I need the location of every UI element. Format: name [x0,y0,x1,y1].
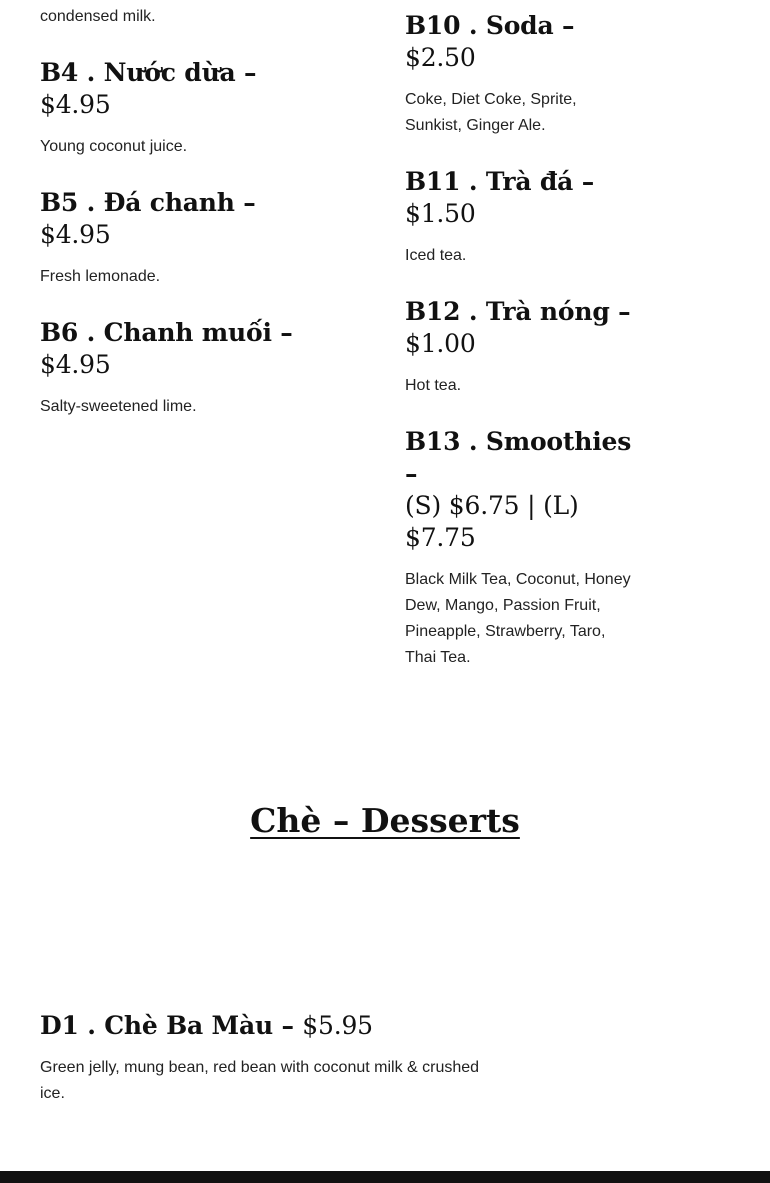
item-price: (S) $6.75 | (L) $7.75 [405,491,579,552]
code-separator: . [78,1011,105,1040]
code-separator: . [460,427,486,456]
item-name: Nước dừa [103,58,236,87]
menu-item-title [40,57,340,121]
price-separator: – [271,318,293,347]
item-name: Đá chanh [103,188,235,217]
menu-item-description: condensed milk. [40,8,156,25]
code-separator: . [460,297,486,326]
item-price: $1.00 [405,329,476,358]
menu-item-description: Coke, Diet Coke, Sprite, Sunkist, Ginger Ale. [405,91,577,134]
menu-item-description: Fresh lemonade. [40,268,161,285]
menu-item-description: Salty-sweetened lime. [40,398,197,415]
menu-item-b6 [40,317,340,420]
item-name: Chanh muối [103,318,272,347]
item-code: B13 [405,427,461,456]
menu-item-b3 [40,0,340,30]
code-separator: . [78,318,104,347]
menu-item-title [40,187,340,251]
menu-item-description: Black Milk Tea, Coconut, Honey Dew, Mango, Passion Fruit, Pineapple, Strawberry, Taro, Thai Tea. [405,571,631,666]
price-separator: – [609,297,631,326]
item-code: B11 [405,167,461,196]
item-price: $4.95 [40,220,111,249]
price-separator: – [405,459,418,488]
item-name: Chè Ba Màu [104,1011,273,1040]
menu-item-b5 [40,187,340,290]
drinks-column-left [40,0,340,420]
code-separator: . [78,58,104,87]
item-price: $1.50 [405,199,476,228]
menu-item-title [405,426,645,554]
menu-item-d1 [40,1010,510,1107]
menu-item-title [40,1010,510,1042]
menu-item-title [405,10,645,74]
item-name: Trà đá [485,167,574,196]
menu-item-b11 [405,166,645,269]
menu-item-b4 [40,57,340,160]
price-separator: – [573,167,594,196]
menu-item-description: Iced tea. [405,247,467,264]
item-name: Smoothies [485,427,632,456]
price-separator: – [235,58,257,87]
item-price: $5.95 [302,1011,373,1040]
drinks-column-right [405,10,645,671]
item-name: Soda [485,11,554,40]
item-code: B10 [405,11,461,40]
price-separator: – [272,1011,303,1040]
code-separator: . [78,188,104,217]
menu-item-b10 [405,10,645,139]
menu-item-title [40,317,340,381]
item-code: B5 [40,188,79,217]
item-code: D1 [40,1011,79,1040]
item-code: B6 [40,318,79,347]
menu-item-b12 [405,296,645,399]
menu-item-description: Young coconut juice. [40,138,188,155]
item-name: Trà nóng [485,297,610,326]
item-code: B12 [405,297,461,326]
code-separator: . [460,11,486,40]
menu-item-b13 [405,426,645,671]
price-separator: – [553,11,575,40]
item-code: B4 [40,58,79,87]
desserts-section-heading: Chè – Desserts [250,801,520,840]
item-price: $4.95 [40,90,111,119]
item-price: $2.50 [405,43,476,72]
code-separator: . [460,167,486,196]
menu-item-description: Hot tea. [405,377,462,394]
menu-item-description: Green jelly, mung bean, red bean with coconut milk & crushed ice. [40,1059,480,1102]
menu-item-title [405,166,645,230]
menu-item-title [405,296,645,360]
item-price: $4.95 [40,350,111,379]
price-separator: – [234,188,256,217]
footer-bar [0,1171,770,1183]
